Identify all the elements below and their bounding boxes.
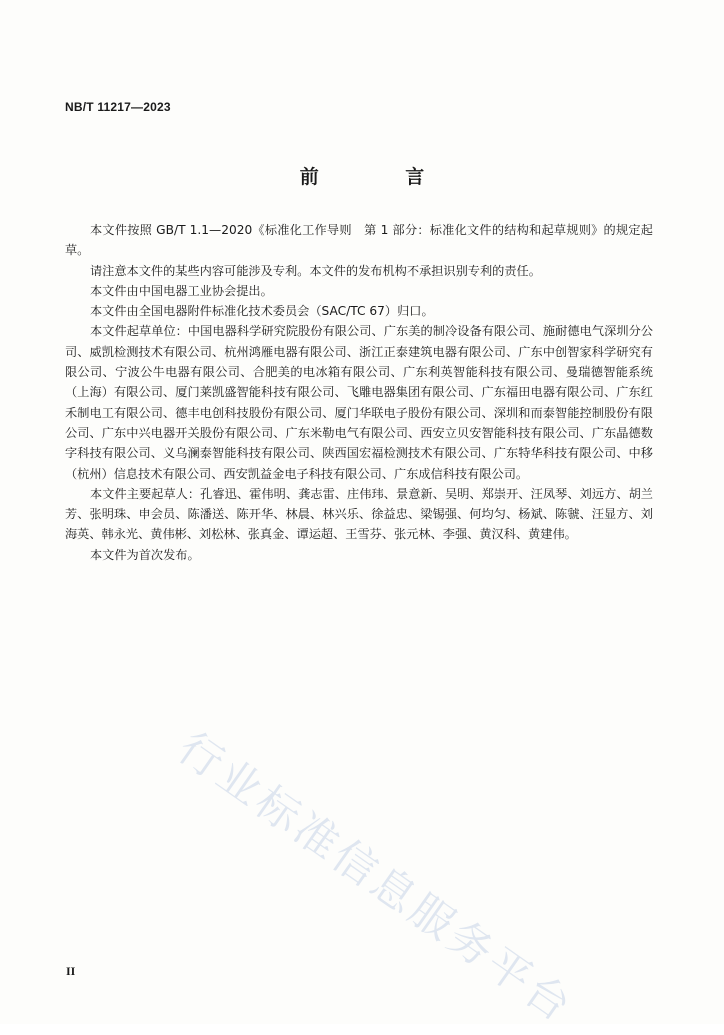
watermark: 行业标准信息服务平台 bbox=[168, 722, 583, 1034]
paragraph-proposed-by: 本文件由中国电器工业协会提出。 bbox=[90, 283, 273, 298]
standard-code: NB/T 11217—2023 bbox=[65, 100, 171, 114]
paragraph-drafting-organizations: 本文件起草单位：中国电器科学研究院股份有限公司、广东美的制冷设备有限公司、施耐德电气深圳分公司、威凯检测技术有限公司、杭州鸿雁电器有限公司、浙江正泰建筑电器有限公司、广东中创智家科学研究有限公司、宁波公牛电器有限公司、合肥美的电冰箱有限公司、广东利英智能科技有限公司、曼瑞德智能系统（上海）有限公司、厦门莱凯盛智能科技有限公司、飞雕电器集团有限公司、广东福田电器有限公司、广东红禾制电工有限公司、德丰电创科技股份有限公司、厦门华联电子股份有限公司、深圳和而泰智能控制股份有限公司、广东中兴电器开关股份有限公司、广东米勒电气有限公司、西安立贝安智能科技有限公司、广东晶德数字科技有限公司、义乌澜泰智能科技有限公司、陕西国宏福检测技术有限公司、广东特华科技有限公司、中移（杭州）信息技术有限公司、西安凯益金电子科技有限公司、广东成信科技有限公司。 bbox=[65, 324, 653, 481]
page-title: 前 言 bbox=[299, 166, 465, 188]
paragraph-main-drafters: 本文件主要起草人：孔睿迅、霍伟明、龚志雷、庄伟玮、景意新、吴明、郑崇开、汪凤琴、刘远方、胡兰芳、张明珠、申会员、陈潘送、陈开华、林晨、林兴乐、徐益忠、梁锡强、何均匀、杨斌、陈虢、汪显方、刘海英、韩永光、黄伟彬、刘松林、张真金、谭运超、王雪芬、张元林、李强、黄汉科、黄建伟。 bbox=[65, 486, 653, 542]
paragraph-patent-notice: 请注意本文件的某些内容可能涉及专利。本文件的发布机构不承担识别专利的责任。 bbox=[90, 263, 541, 278]
paragraph-drafting-rules: 本文件按照 GB/T 1.1—2020《标准化工作导则 第 1 部分：标准化文件的结构和起草规则》的规定起草。 bbox=[65, 223, 653, 258]
page-number: II bbox=[66, 964, 76, 978]
foreword-body bbox=[65, 220, 653, 565]
paragraph-under-jurisdiction: 本文件由全国电器附件标准化技术委员会（SAC/TC 67）归口。 bbox=[90, 304, 434, 319]
paragraph-first-release: 本文件为首次发布。 bbox=[90, 547, 200, 562]
